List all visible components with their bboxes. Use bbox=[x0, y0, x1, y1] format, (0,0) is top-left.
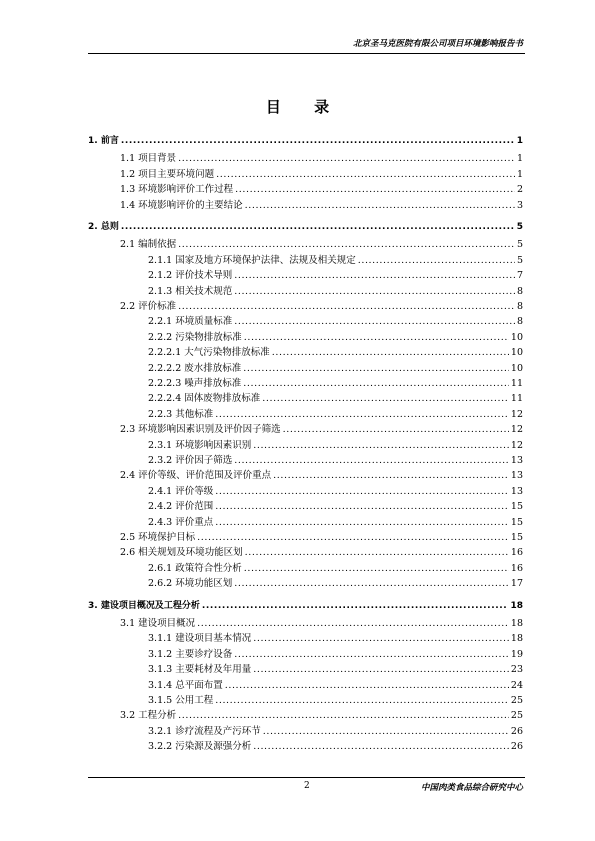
toc-entry-title: 2.1.1 国家及地方环境保护法律、法规及相关规定 bbox=[148, 254, 356, 266]
toc-entry[interactable] bbox=[88, 166, 523, 181]
toc-dot-leader bbox=[235, 184, 515, 196]
toc-entry[interactable] bbox=[88, 560, 523, 575]
toc-entry-page: 3 bbox=[516, 199, 523, 211]
toc-dot-leader bbox=[197, 532, 509, 544]
toc-dot-leader bbox=[253, 664, 509, 676]
toc-entry[interactable] bbox=[88, 344, 523, 359]
toc-dot-leader bbox=[272, 347, 509, 359]
toc-entry-title: 2.1 编制依据 bbox=[120, 239, 177, 251]
toc-entry-title: 2.2.2.2 废水排放标准 bbox=[148, 362, 242, 374]
toc-dot-leader bbox=[215, 501, 509, 513]
toc-entry-page: 18 bbox=[510, 600, 523, 611]
toc-entry-title: 2.4 评价等级、评价范围及评价重点 bbox=[120, 470, 272, 482]
toc-entry-page: 24 bbox=[510, 679, 523, 691]
toc-entry[interactable] bbox=[88, 723, 523, 738]
toc-entry-title: 2.2.2.3 噪声排放标准 bbox=[148, 378, 242, 389]
toc-entry-page: 11 bbox=[510, 378, 523, 389]
toc-entry-title: 2.6 相关规划及环境功能区划 bbox=[120, 547, 243, 559]
toc-entry[interactable] bbox=[88, 544, 523, 559]
toc-dot-leader bbox=[197, 618, 509, 630]
toc-entry-page: 16 bbox=[510, 547, 523, 559]
toc-entry-title: 2.4.3 评价重点 bbox=[148, 516, 214, 528]
toc-entry[interactable] bbox=[88, 421, 523, 436]
toc-entry-page: 7 bbox=[516, 270, 523, 282]
toc-entry-title: 2.6.2 环境功能区划 bbox=[148, 578, 233, 590]
toc-entry-page: 1 bbox=[516, 136, 523, 146]
toc-entry-page: 13 bbox=[510, 455, 523, 466]
toc-entry-title: 3.1.1 建设项目基本情况 bbox=[148, 633, 252, 645]
toc-entry[interactable] bbox=[88, 283, 523, 298]
toc-entry-page: 13 bbox=[510, 470, 523, 482]
toc-entry-title: 2.2.2.4 固体废物排放标准 bbox=[148, 393, 261, 405]
toc-entry-page: 5 bbox=[516, 239, 523, 251]
toc-entry[interactable] bbox=[88, 197, 523, 212]
toc-entry-title: 3.2 工程分析 bbox=[120, 710, 177, 722]
toc-dot-leader bbox=[215, 486, 509, 498]
toc-dot-leader bbox=[234, 316, 515, 328]
toc-entry-page: 17 bbox=[510, 578, 523, 590]
footer-rule bbox=[88, 777, 525, 778]
toc-entry-page: 8 bbox=[516, 316, 523, 328]
toc-dot-leader bbox=[253, 741, 509, 753]
toc-dot-leader bbox=[121, 135, 515, 147]
toc-dot-leader bbox=[243, 378, 509, 390]
toc-entry[interactable] bbox=[88, 267, 523, 282]
toc-dot-leader bbox=[262, 393, 509, 405]
toc-entry-title: 3.1.3 主要耗材及年用量 bbox=[148, 664, 252, 676]
toc-dot-leader bbox=[273, 470, 509, 482]
toc-entry[interactable] bbox=[88, 329, 523, 344]
toc-dot-leader bbox=[245, 547, 509, 559]
toc-entry[interactable] bbox=[88, 360, 523, 375]
toc-entry-title: 1.2 项目主要环境问题 bbox=[120, 168, 215, 180]
toc-entry-page: 26 bbox=[510, 741, 523, 753]
toc-entry-title: 2.4.1 评价等级 bbox=[148, 485, 214, 497]
toc-entry-page: 10 bbox=[510, 331, 523, 343]
toc-dot-leader bbox=[234, 455, 509, 467]
toc-entry-title: 1. 前言 bbox=[88, 136, 119, 146]
toc-entry-page: 16 bbox=[510, 562, 523, 574]
toc-entry-page: 25 bbox=[510, 695, 523, 706]
toc-entry-title: 2. 总则 bbox=[88, 222, 119, 232]
toc-entry[interactable] bbox=[88, 529, 523, 544]
toc-entry[interactable] bbox=[88, 452, 523, 467]
toc-entry[interactable] bbox=[88, 597, 523, 612]
toc-entry[interactable] bbox=[88, 150, 523, 165]
toc-entry-title: 2.4.2 评价范围 bbox=[148, 501, 214, 513]
toc-entry-title: 2.2.2 污染物排放标准 bbox=[148, 331, 242, 343]
toc-entry-page: 15 bbox=[510, 532, 523, 543]
toc-dot-leader bbox=[234, 649, 509, 661]
toc-entry-title: 2.1.2 评价技术导则 bbox=[148, 270, 233, 282]
toc-entry-title: 3.2.1 诊疗流程及产污环节 bbox=[148, 725, 261, 737]
toc-entry[interactable] bbox=[88, 298, 523, 313]
toc-dot-leader bbox=[215, 695, 509, 707]
toc-entry[interactable] bbox=[88, 615, 523, 630]
toc-dot-leader bbox=[234, 578, 509, 590]
toc-entry-title: 2.2 评价标准 bbox=[120, 301, 177, 312]
toc-entry-title: 2.5 环境保护目标 bbox=[120, 532, 196, 543]
footer-organization: 中国肉类食品综合研究中心 bbox=[420, 783, 523, 793]
toc-entry[interactable] bbox=[88, 738, 523, 753]
toc-entry-page: 11 bbox=[510, 393, 523, 405]
toc-entry[interactable] bbox=[88, 483, 523, 498]
toc-dot-leader bbox=[121, 221, 515, 233]
toc-entry-title: 3.1.4 总平面布置 bbox=[148, 679, 223, 691]
toc-entry-title: 2.6.1 政策符合性分析 bbox=[148, 562, 242, 574]
toc-entry[interactable] bbox=[88, 437, 523, 452]
toc-dot-leader bbox=[358, 255, 515, 267]
toc-entry-page: 10 bbox=[510, 362, 523, 374]
toc-entry[interactable] bbox=[88, 236, 523, 251]
toc-entry[interactable] bbox=[88, 661, 523, 676]
toc-entry-title: 2.1.3 相关技术规范 bbox=[148, 285, 233, 297]
toc-entry[interactable] bbox=[88, 692, 523, 707]
toc-dot-leader bbox=[253, 440, 509, 452]
toc-entry[interactable] bbox=[88, 252, 523, 267]
toc-dot-leader bbox=[215, 517, 509, 529]
toc-dot-leader bbox=[178, 153, 515, 165]
toc-entry-page: 5 bbox=[516, 254, 523, 266]
page-number: 2 bbox=[304, 781, 310, 791]
page-title: 目 录 bbox=[265, 98, 344, 116]
toc-dot-leader bbox=[216, 169, 515, 181]
toc-dot-leader bbox=[244, 563, 509, 575]
toc-entry-title: 3. 建设项目概况及工程分析 bbox=[88, 600, 200, 611]
toc-entry-title: 1.1 项目背景 bbox=[120, 153, 177, 165]
toc-entry[interactable] bbox=[88, 707, 523, 722]
header-rule bbox=[88, 53, 525, 54]
toc-entry[interactable] bbox=[88, 218, 523, 233]
toc-entry[interactable] bbox=[88, 181, 523, 196]
toc-entry-page: 19 bbox=[510, 648, 523, 660]
toc-entry[interactable] bbox=[88, 575, 523, 590]
toc-dot-leader bbox=[234, 286, 515, 298]
toc-entry-title: 2.2.2.1 大气污染物排放标准 bbox=[148, 347, 270, 359]
toc-entry-page: 13 bbox=[510, 485, 523, 497]
toc-entry-title: 2.3 环境影响因素识别及评价因子筛选 bbox=[120, 424, 281, 436]
toc-entry[interactable] bbox=[88, 375, 523, 390]
toc-entry[interactable] bbox=[88, 630, 523, 645]
toc-entry-page: 1 bbox=[516, 153, 523, 165]
toc-dot-leader bbox=[178, 301, 515, 313]
toc-dot-leader bbox=[178, 239, 515, 251]
toc-entry[interactable] bbox=[88, 646, 523, 661]
toc-entry-title: 2.2.1 环境质量标准 bbox=[148, 316, 233, 328]
toc-entry[interactable] bbox=[88, 390, 523, 405]
toc-entry-page: 2 bbox=[516, 184, 523, 196]
toc-entry-title: 3.1.2 主要诊疗设备 bbox=[148, 648, 233, 660]
toc-entry-title: 3.1.5 公用工程 bbox=[148, 695, 214, 706]
toc-entry-page: 8 bbox=[516, 285, 523, 297]
toc-entry-title: 1.3 环境影响评价工作过程 bbox=[120, 184, 234, 196]
toc-entry-page: 8 bbox=[516, 301, 523, 312]
toc-entry-page: 15 bbox=[510, 516, 523, 528]
toc-entry-page: 25 bbox=[510, 710, 523, 722]
toc-entry-title: 1.4 环境影响评价的主要结论 bbox=[120, 199, 243, 211]
toc-entry-page: 12 bbox=[510, 408, 523, 420]
toc-entry[interactable] bbox=[88, 514, 523, 529]
toc-entry[interactable] bbox=[88, 498, 523, 513]
toc-entry-page: 10 bbox=[510, 347, 523, 359]
toc-dot-leader bbox=[215, 409, 509, 421]
toc-entry-page: 26 bbox=[510, 725, 523, 737]
toc-entry-page: 23 bbox=[510, 664, 523, 676]
toc-dot-leader bbox=[202, 600, 509, 612]
toc-dot-leader bbox=[263, 726, 509, 738]
toc-entry[interactable] bbox=[88, 467, 523, 482]
toc-entry-page: 5 bbox=[516, 222, 523, 232]
toc-entry[interactable] bbox=[88, 313, 523, 328]
toc-entry-title: 3.1 建设项目概况 bbox=[120, 618, 196, 629]
running-header: 北京圣马克医院有限公司项目环境影响报告书 bbox=[352, 39, 523, 49]
toc-entry-title: 2.3.2 评价因子筛选 bbox=[148, 455, 233, 466]
toc-dot-leader bbox=[244, 332, 509, 344]
toc-entry-page: 1 bbox=[516, 168, 523, 180]
toc-dot-leader bbox=[234, 270, 515, 282]
toc-dot-leader bbox=[245, 200, 515, 212]
toc-entry-title: 3.2.2 污染源及源强分析 bbox=[148, 741, 252, 753]
toc-entry-page: 12 bbox=[510, 439, 523, 451]
toc-entry[interactable] bbox=[88, 132, 523, 147]
toc-entry-page: 18 bbox=[510, 618, 523, 629]
toc-entry-page: 12 bbox=[510, 424, 523, 436]
toc-entry-page: 15 bbox=[510, 501, 523, 513]
toc-entry[interactable] bbox=[88, 677, 523, 692]
toc-dot-leader bbox=[178, 710, 509, 722]
toc-dot-leader bbox=[253, 633, 509, 645]
toc-dot-leader bbox=[225, 680, 509, 692]
toc-dot-leader bbox=[283, 424, 509, 436]
toc-entry[interactable] bbox=[88, 406, 523, 421]
toc-dot-leader bbox=[243, 363, 509, 375]
toc-entry-title: 2.3.1 环境影响因素识别 bbox=[148, 439, 252, 451]
toc-entry-title: 2.2.3 其他标准 bbox=[148, 408, 214, 420]
toc-entry-page: 18 bbox=[510, 633, 523, 645]
